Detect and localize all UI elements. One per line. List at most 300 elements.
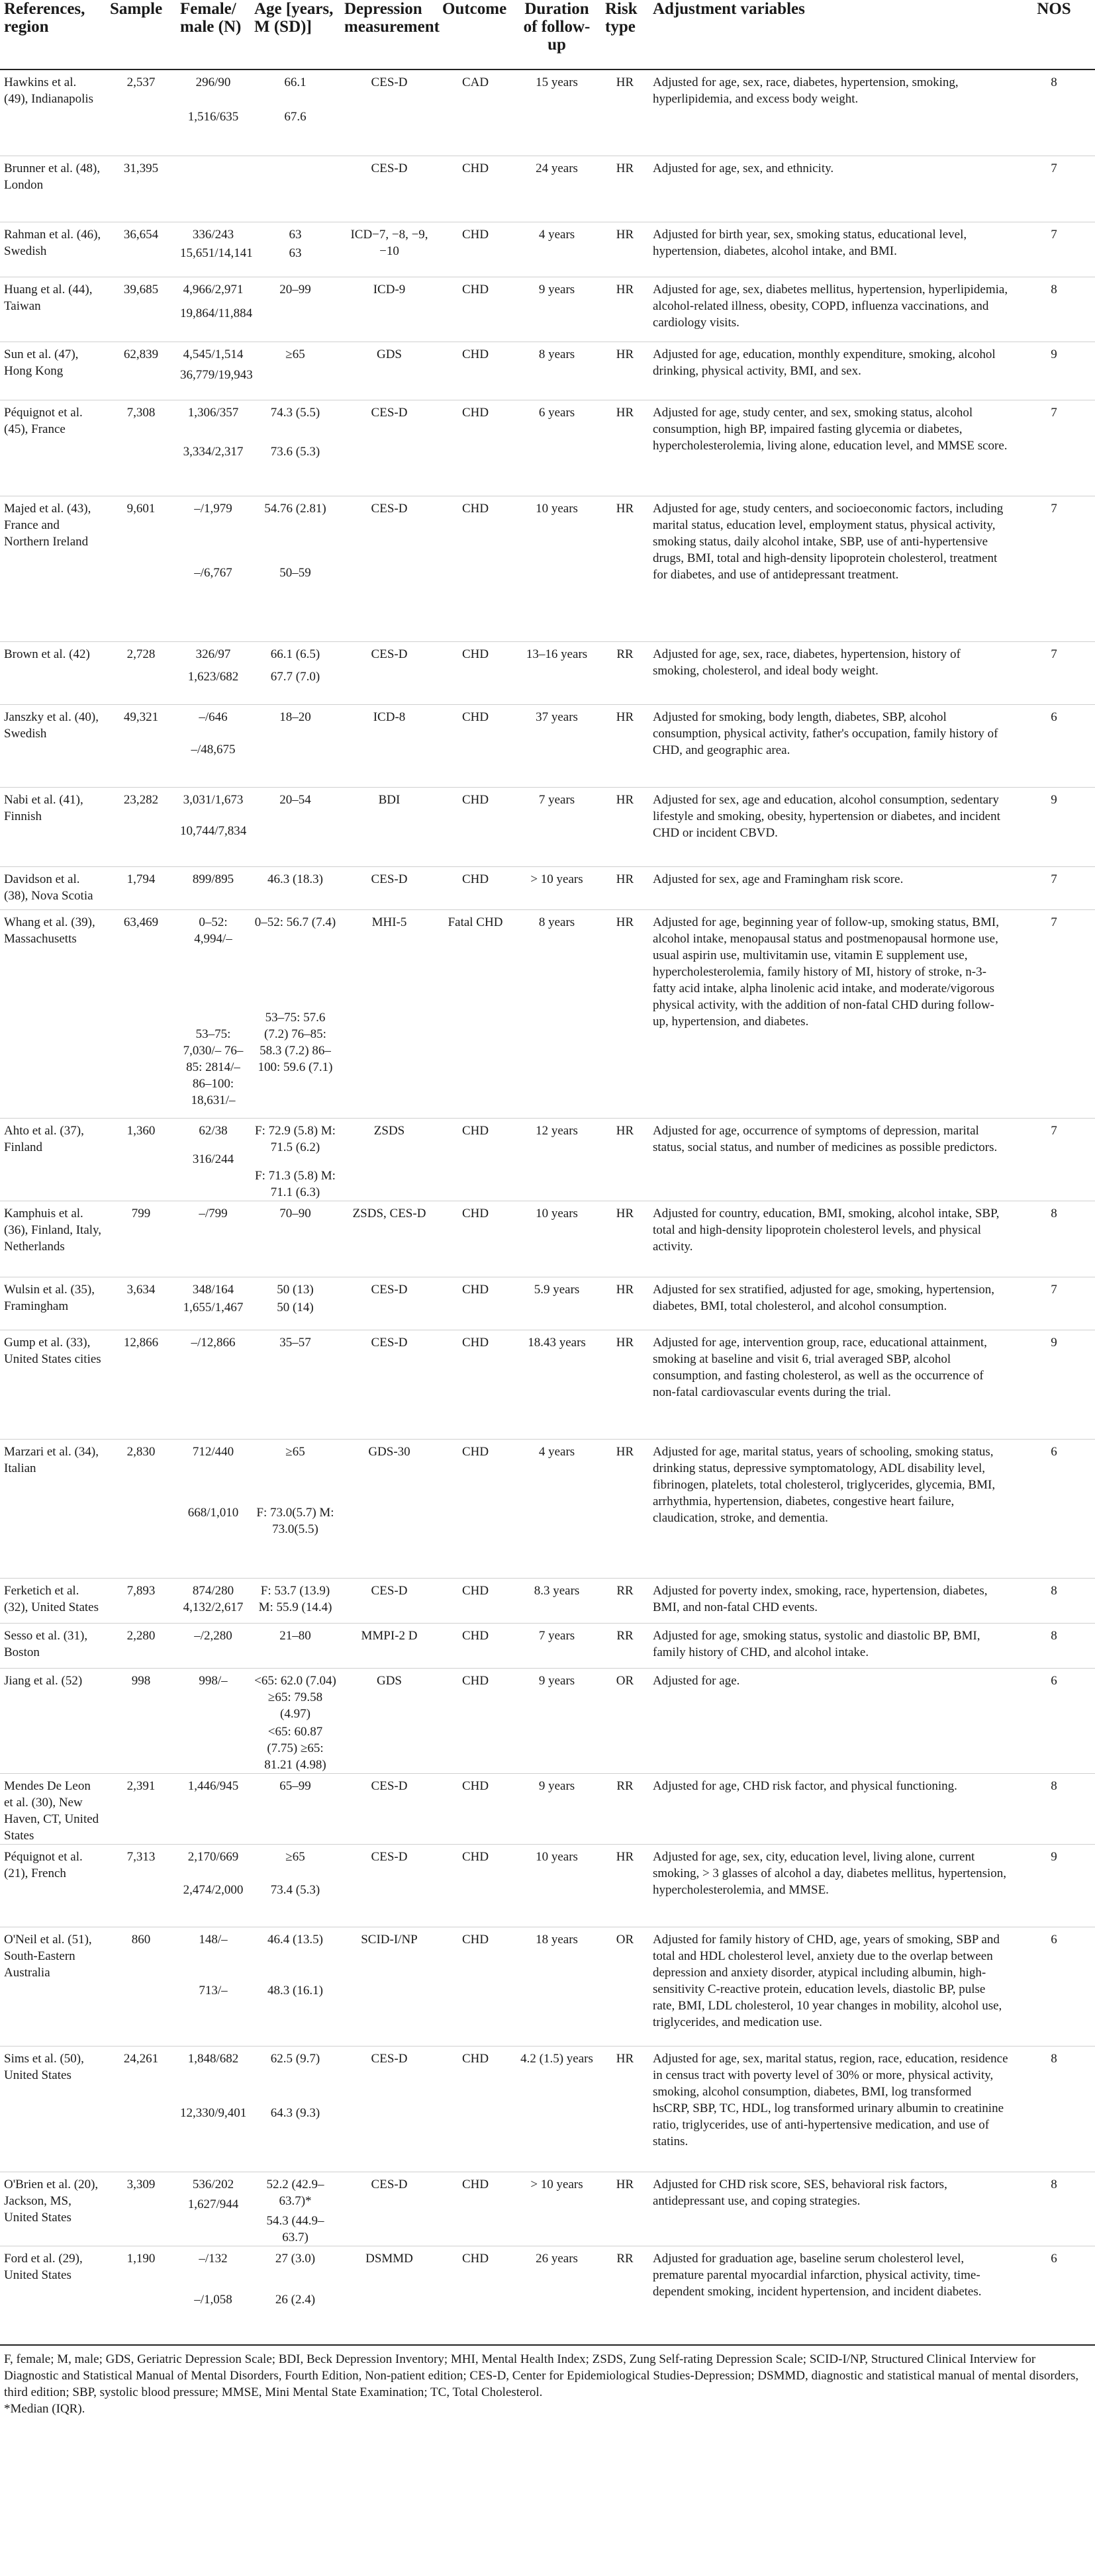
cell-duration: 10 years [536, 1207, 578, 1220]
cell-female-male-group-1: 348/164 [192, 1283, 234, 1297]
table-row [0, 496, 1095, 641]
cell-outcome: CHD [461, 1674, 489, 1688]
table-row [0, 704, 1095, 787]
cell-female-male [176, 1440, 250, 1579]
cell-reference: Janszky et al. (40), Swedish [4, 710, 99, 741]
cell-sample: 7,313 [126, 1850, 156, 1864]
cell-nos: 9 [1051, 1336, 1057, 1350]
table-row [0, 156, 1095, 222]
table-row [0, 787, 1095, 866]
cell-age-group-1: 21–80 [279, 1629, 311, 1643]
cell-female-male [176, 496, 250, 641]
cell-sample: 2,280 [126, 1629, 156, 1643]
cell-risk: RR [616, 1584, 634, 1598]
cell-duration: 4 years [538, 227, 575, 242]
cell-nos: 7 [1051, 501, 1057, 516]
cell-reference: Brown et al. (42) [4, 647, 90, 661]
cell-risk: HR [616, 1123, 634, 1138]
cell-nos: 7 [1051, 915, 1057, 929]
cell-nos: 6 [1051, 710, 1057, 724]
cell-age [250, 866, 340, 909]
cell-sample: 36,654 [123, 227, 159, 242]
cell-outcome: CHD [461, 347, 489, 361]
cell-duration: 4.2 (1.5) years [520, 2052, 593, 2066]
cell-depression: CES-D [371, 75, 408, 89]
cell-age-group-1: ≥65 [285, 1850, 305, 1864]
cell-age-group-2: 26 (2.4) [275, 2292, 316, 2307]
cell-depression: CES-D [371, 1850, 408, 1864]
cell-age-group-2: 73.6 (5.3) [270, 445, 320, 459]
cell-reference: Wulsin et al. (35), Framingham [4, 1283, 95, 1313]
cell-outcome: CHD [461, 2251, 489, 2266]
cell-female-male-group-1: 62/38 [199, 1123, 228, 1138]
table-row [0, 1845, 1095, 1927]
cell-age [250, 909, 340, 1118]
cell-adjustment: Adjusted for birth year, sex, smoking status, educational level, hypertension, diabetes, alcohol intake, and BMI. [653, 227, 967, 258]
cell-nos: 7 [1051, 872, 1057, 886]
cell-age-group-2: 63 [289, 246, 302, 260]
cell-age-group-1: ≥65 [285, 1445, 305, 1459]
cell-sample: 62,839 [123, 347, 159, 361]
cell-age [250, 2047, 340, 2172]
cell-age-group-2: F: 71.3 (5.8) M: 71.1 (6.3) [255, 1169, 336, 1199]
cell-outcome: CHD [461, 872, 489, 886]
cell-duration: 37 years [536, 710, 578, 724]
cell-adjustment: Adjusted for family history of CHD, age, years of smoking, SBP and total and HDL cholesterol level, anxiety due to the overlap between depression and anxiety disorder, atypical including albumin, high-sensitivity C-reactive protein, education levels, diastolic BP, pulse rate, BMI, LDL cholesterol, 10 year changes in mobility, alcohol use, triglycerides, and medication use. [653, 1933, 1002, 2029]
cell-duration: 4 years [538, 1445, 575, 1459]
header-risk: Risk type [605, 0, 638, 36]
cell-sample: 7,893 [126, 1584, 156, 1598]
cell-outcome: CHD [461, 1629, 489, 1643]
table-row [0, 2047, 1095, 2172]
cell-female-male [176, 1927, 250, 2047]
cell-age [250, 1624, 340, 1669]
cell-reference: Sesso et al. (31), Boston [4, 1629, 88, 1659]
cell-adjustment: Adjusted for sex stratified, adjusted for age, smoking, hypertension, diabetes, BMI, total cholesterol, and alcohol consumption. [653, 1283, 995, 1313]
header-references: References, region [4, 0, 85, 36]
cell-risk: HR [616, 282, 634, 297]
cell-outcome: CHD [461, 1283, 489, 1297]
cell-age [250, 1277, 340, 1330]
cell-age-group-1: 62.5 (9.7) [270, 2052, 320, 2066]
cell-sample: 7,308 [126, 405, 156, 420]
cell-adjustment: Adjusted for smoking, body length, diabetes, SBP, alcohol consumption, physical activity, father's occupation, family history of CHD, and geographic area. [653, 710, 998, 757]
cell-nos: 7 [1051, 161, 1057, 175]
cell-duration: 9 years [538, 282, 575, 297]
cell-female-male-group-1: 2,170/669 [187, 1850, 239, 1864]
cell-nos: 7 [1051, 647, 1057, 661]
cell-age [250, 496, 340, 641]
cell-sample: 39,685 [123, 282, 159, 297]
cell-female-male-group-1: –/646 [199, 710, 228, 724]
cell-age [250, 2246, 340, 2345]
cell-female-male [176, 909, 250, 1118]
cell-female-male [176, 342, 253, 400]
cell-sample: 1,190 [126, 2251, 156, 2266]
table-row [0, 1330, 1095, 1440]
cell-sample: 3,634 [126, 1283, 156, 1297]
table-row [0, 1201, 1095, 1277]
cell-age-group-1: F: 53.7 (13.9) M: 55.9 (14.4) [258, 1584, 332, 1614]
cell-age [250, 400, 340, 496]
cell-age-group-1: 66.1 (6.5) [270, 647, 320, 661]
cell-outcome: CHD [461, 647, 489, 661]
cell-outcome: CHD [461, 792, 489, 807]
cell-female-male [176, 1118, 250, 1201]
cell-sample: 2,728 [126, 647, 156, 661]
cell-depression: MMPI-2 D [361, 1629, 418, 1643]
cell-reference: Ahto et al. (37), Finland [4, 1123, 84, 1154]
table-row [0, 2172, 1095, 2246]
cell-age-group-2: <65: 60.87 (7.75) ≥65: 81.21 (4.98) [264, 1725, 326, 1772]
cell-female-male-group-2: 713/– [199, 1984, 228, 1998]
table-body [0, 69, 1095, 2345]
cell-sample: 2,537 [126, 75, 156, 89]
cell-sample: 24,261 [123, 2052, 159, 2066]
header-female-male: Female/ male (N) [180, 0, 242, 36]
cell-depression: CES-D [371, 161, 408, 175]
cell-female-male-group-1: 899/895 [192, 872, 234, 886]
cell-age-group-2: 48.3 (16.1) [267, 1984, 323, 1998]
cell-risk: HR [616, 405, 634, 420]
cell-sample: 2,830 [126, 1445, 156, 1459]
cell-nos: 9 [1051, 792, 1057, 807]
cell-outcome: CHD [461, 1445, 489, 1459]
cell-age-group-1: 0–52: 56.7 (7.4) [254, 915, 336, 929]
cell-female-male-group-1: 4,966/2,971 [183, 282, 244, 297]
cell-nos: 6 [1051, 1933, 1057, 1947]
cell-age [250, 1927, 340, 2047]
cell-risk: HR [616, 161, 634, 175]
cell-adjustment: Adjusted for age, study centers, and socioeconomic factors, including marital status, education level, employment status, physical activity, smoking status, daily alcohol intake, SBP, use of anti-hypertensive drugs, BMI, total and high-density lipoprotein cholesterol, treatment for diabetes, and use of antidepressant treatment. [653, 501, 1004, 582]
cell-age [250, 1440, 340, 1579]
cell-female-male-group-1: –/799 [199, 1207, 228, 1220]
cell-risk: HR [616, 1336, 634, 1350]
cell-female-male-group-2: 1,655/1,467 [183, 1301, 244, 1314]
cell-nos: 7 [1051, 405, 1057, 420]
table-row [0, 222, 1095, 277]
cell-sample: 860 [131, 1933, 151, 1947]
cell-adjustment: Adjusted for age, intervention group, race, educational attainment, smoking at baseline and visit 6, trial averaged SBP, alcohol consumption, and fasting cholesterol, as well as the occurrence of non-fatal cardiovascular events during the trial. [653, 1336, 987, 1399]
cell-female-male-group-1: 712/440 [192, 1445, 234, 1459]
cell-adjustment: Adjusted for age, marital status, years of schooling, smoking status, drinking status, depressive symptomatology, ADL disability level, fibrinogen, platelets, total cholesterol, triglycerides, glycemia, BMI, arrhythmia, hypertension, diabetes, congestive heart failure, claudication, stroke, and dementia. [653, 1445, 996, 1525]
cell-sample: 49,321 [123, 710, 159, 724]
cell-female-male-group-2: 668/1,010 [187, 1506, 239, 1520]
cell-female-male [176, 1845, 250, 1927]
cell-depression: CES-D [371, 2178, 408, 2191]
cell-reference: Kamphuis et al. (36), Finland, Italy, Netherlands [4, 1207, 102, 1254]
cell-female-male-group-2: 4,132/2,617 [183, 1600, 244, 1614]
cell-age-group-1: F: 72.9 (5.8) M: 71.5 (6.2) [255, 1123, 336, 1154]
cell-female-male-group-1: –/12,866 [191, 1336, 236, 1350]
cell-duration: 10 years [536, 501, 578, 516]
cell-nos: 8 [1051, 282, 1057, 297]
cell-duration: 26 years [536, 2251, 578, 2266]
cell-adjustment: Adjusted for age, sex, diabetes mellitus, hypertension, hyperlipidemia, alcohol-related illness, obesity, COPD, influenza vaccinations, and cardiology visits. [653, 282, 1008, 330]
cell-adjustment: Adjusted for age, sex, race, diabetes, hypertension, smoking, hyperlipidemia, and excess body weight. [653, 75, 959, 106]
cell-duration: 9 years [538, 1674, 575, 1688]
header-age: Age [years, M (SD)] [254, 0, 334, 36]
cell-female-male-group-1: 148/– [199, 1933, 228, 1947]
cell-risk: RR [616, 1629, 634, 1643]
cell-age [250, 1330, 340, 1440]
cell-reference: Majed et al. (43), France and Northern Ireland [4, 501, 91, 549]
cell-sample: 998 [131, 1674, 151, 1688]
cell-age-group-1: 50 (13) [277, 1283, 314, 1297]
cell-adjustment: Adjusted for age, beginning year of follow-up, smoking status, BMI, alcohol intake, menopausal status and postmenopausal hormone use, usual aspirin use, multivitamin use, vitamin E supplement use, hypercholesterolemia, family history of MI, history of stroke, n-3-fatty acid intake, alpha linolenic acid intake, and moderate/vigorous physical activity, with the addition of non-fatal CHD during follow-up, hypertension, and diabetes. [653, 915, 999, 1029]
cell-female-male [176, 1669, 250, 1774]
cell-female-male-group-2: –/6,767 [194, 565, 232, 580]
cell-sample: 2,391 [126, 1779, 156, 1793]
cell-duration: 8.3 years [534, 1584, 580, 1598]
cell-age-group-1: ≥65 [285, 347, 305, 361]
cell-reference: Sims et al. (50), United States [4, 2052, 84, 2082]
cell-outcome: CHD [461, 1123, 489, 1138]
cell-age-group-2: F: 73.0(5.7) M: 73.0(5.5) [256, 1506, 334, 1536]
cell-age [250, 1845, 340, 1927]
cell-age [250, 1579, 340, 1624]
table-row [0, 400, 1095, 496]
cell-female-male-group-2: 53–75: 7,030/– 76–85: 2814/– 86–100: 18,631/– [183, 1027, 244, 1107]
cell-female-male-group-2: –/1,058 [194, 2292, 232, 2307]
cell-age-group-1: 46.3 (18.3) [267, 872, 323, 886]
cell-outcome: CHD [461, 2178, 489, 2191]
cell-depression: CES-D [371, 2052, 408, 2066]
cell-adjustment: Adjusted for age, sex, and ethnicity. [653, 161, 834, 175]
cell-female-male [176, 1624, 250, 1669]
cell-duration: 8 years [538, 347, 575, 361]
cell-sample: 799 [131, 1207, 151, 1220]
cell-age-group-2: 64.3 (9.3) [270, 2106, 320, 2120]
cell-adjustment: Adjusted for country, education, BMI, smoking, alcohol intake, SBP, total and high-density lipoprotein cholesterol levels, and physical activity. [653, 1207, 1000, 1254]
cell-risk: HR [616, 227, 634, 242]
cell-reference: Davidson et al. (38), Nova Scotia [4, 872, 93, 903]
cell-reference: Huang et al. (44), Taiwan [4, 282, 93, 313]
cell-age-group-1: 18–20 [279, 710, 311, 724]
cell-outcome: CHD [461, 1584, 489, 1598]
cell-age-group-1: 52.2 (42.9–63.7)* [266, 2178, 324, 2208]
cell-adjustment: Adjusted for graduation age, baseline serum cholesterol level, premature parental myocardial infarction, physical activity, time-dependent smoking, incident hypertension, and incident diabetes. [653, 2251, 982, 2299]
cell-female-male [176, 1330, 250, 1440]
cell-depression: CES-D [371, 1283, 408, 1297]
cell-depression: ICD-9 [373, 282, 406, 297]
cell-risk: HR [616, 347, 634, 361]
cell-nos: 8 [1051, 75, 1057, 89]
cell-depression: ZSDS, CES-D [352, 1207, 426, 1220]
cell-female-male-group-2: 1,623/682 [187, 670, 239, 684]
cell-age-group-1: 35–57 [279, 1336, 311, 1350]
cell-outcome: CHD [461, 710, 489, 724]
cell-adjustment: Adjusted for age, sex, marital status, region, race, education, residence in census tract with poverty level of 30% or more, physical activity, smoking, alcohol consumption, diabetes, BMI, log transformed hsCRP, SBP, TC, HDL, log transformed urinary albumin to creatinine ratio, triglycerides, use of anti-hypertensive medication, and use of statins. [653, 2052, 1008, 2148]
cell-female-male [176, 787, 250, 866]
table-row [0, 1774, 1095, 1845]
cell-female-male-group-2: 36,779/19,943 [180, 367, 253, 382]
cell-reference: Ferketich et al. (32), United States [4, 1584, 99, 1614]
cell-female-male-group-1: 874/280 [192, 1584, 234, 1598]
cell-reference: Mendes De Leon et al. (30), New Haven, CT, United States [4, 1779, 99, 1843]
header-sample: Sample [110, 0, 163, 18]
cell-duration: > 10 years [530, 2178, 583, 2191]
cell-age [250, 222, 340, 277]
cell-nos: 9 [1051, 347, 1057, 361]
cell-female-male [176, 277, 253, 342]
cell-age [250, 277, 340, 342]
header-nos: NOS [1037, 0, 1071, 18]
cell-depression: CES-D [371, 647, 408, 661]
cell-female-male-group-2: 2,474/2,000 [183, 1882, 244, 1897]
cell-adjustment: Adjusted for age, smoking status, systolic and diastolic BP, BMI, family history of CHD, and alcohol intake. [653, 1629, 980, 1659]
cell-female-male [176, 400, 250, 496]
cell-duration: 18 years [536, 1933, 578, 1947]
cell-risk: RR [616, 647, 634, 661]
cell-reference: Gump et al. (33), United States cities [4, 1336, 101, 1366]
table-row [0, 641, 1095, 704]
cell-age [250, 342, 340, 400]
footnote-abbreviations: F, female; M, male; GDS, Geriatric Depression Scale; BDI, Beck Depression Inventory; MHI, Mental Health Index; ZSDS, Zung Self-rating Depression Scale; SCID-I/NP, Structured Clinical Interview for Diagnostic and Statistical Manual of Mental Disorders, Fourth Edition, Non-patient edition; CES-D, Center for Epidemiological Studies-Depression; DSMMD, diagnostic and statistical manual of mental disorders, third edition; SBP, systolic blood pressure; MMSE, Mini Mental State Examination; TC, Total Cholesterol. [4, 2352, 1079, 2399]
cell-female-male-group-1: 536/202 [192, 2178, 234, 2191]
cell-female-male-group-1: 3,031/1,673 [183, 792, 244, 807]
table-row [0, 909, 1095, 1118]
cell-sample: 12,866 [123, 1336, 159, 1350]
cell-female-male [176, 641, 250, 704]
header-adjustment: Adjustment variables [653, 0, 805, 18]
cell-nos: 6 [1051, 1674, 1057, 1688]
table-row [0, 69, 1095, 156]
cell-risk: HR [616, 872, 634, 886]
cell-sample: 31,395 [123, 161, 159, 175]
cell-adjustment: Adjusted for age, study center, and sex, smoking status, alcohol consumption, high BP, impaired fasting glycemia or diabetes, hypercholesterolemia, living alone, education level, and MMSE score. [653, 405, 1008, 453]
cell-female-male-group-1: 4,545/1,514 [183, 347, 244, 361]
cell-female-male [176, 1774, 250, 1845]
cell-reference: Whang et al. (39), Massachusetts [4, 915, 95, 946]
cell-nos: 6 [1051, 1445, 1057, 1459]
cell-age-group-1: 63 [289, 227, 302, 242]
cell-nos: 8 [1051, 2178, 1057, 2191]
cell-female-male-group-1: 1,446/945 [187, 1779, 239, 1793]
cell-reference: Jiang et al. (52) [4, 1674, 83, 1688]
header-outcome: Outcome [442, 0, 507, 18]
cell-adjustment: Adjusted for CHD risk score, SES, behavioral risk factors, antidepressant use, and coping strategies. [653, 2178, 947, 2208]
cell-duration: 7 years [538, 1629, 575, 1643]
cell-nos: 8 [1051, 1584, 1057, 1598]
cell-age-group-1: 20–54 [279, 792, 311, 807]
cell-age-group-2: 54.3 (44.9–63.7) [266, 2213, 324, 2244]
cell-depression: GDS [376, 1674, 402, 1688]
cell-female-male-group-1: 1,848/682 [187, 2052, 239, 2066]
cell-adjustment: Adjusted for age, occurrence of symptoms of depression, marital status, social status, and number of medicines as possible predictors. [653, 1123, 998, 1154]
cell-age-group-2: 50 (14) [277, 1301, 314, 1314]
cell-female-male-group-2: –/48,675 [191, 743, 236, 757]
table-row [0, 866, 1095, 909]
cell-age-group-2: 67.7 (7.0) [270, 670, 320, 684]
cell-sample: 63,469 [123, 915, 159, 929]
cell-age [250, 156, 340, 222]
cell-depression: CES-D [371, 872, 408, 886]
cell-female-male-group-2: 19,864/11,884 [180, 306, 253, 320]
cell-female-male-group-1: –/1,979 [194, 501, 232, 516]
cell-age-group-1: 74.3 (5.5) [270, 405, 320, 420]
cell-age-group-1: <65: 62.0 (7.04) ≥65: 79.58 (4.97) [254, 1674, 336, 1721]
cell-depression: CES-D [371, 501, 408, 516]
cell-age-group-1: 66.1 [284, 75, 307, 89]
cell-female-male [176, 1277, 250, 1330]
cell-age [250, 69, 340, 156]
cell-outcome: CHD [461, 1336, 489, 1350]
cell-age [250, 641, 340, 704]
table-row [0, 1277, 1095, 1330]
cell-duration: 15 years [536, 75, 578, 89]
cell-nos: 7 [1051, 227, 1057, 242]
cell-sample: 1,360 [126, 1123, 156, 1138]
cell-female-male [176, 2246, 250, 2345]
cell-risk: HR [616, 501, 634, 516]
cell-reference: Marzari et al. (34), Italian [4, 1445, 99, 1475]
cell-duration: 10 years [536, 1850, 578, 1864]
cell-female-male [176, 866, 250, 909]
cell-nos: 8 [1051, 1207, 1057, 1220]
cell-reference: Ford et al. (29), United States [4, 2251, 83, 2282]
cell-risk: OR [616, 1674, 634, 1688]
cell-female-male-group-1: 336/243 [192, 227, 234, 242]
table-header-row [0, 0, 1095, 69]
cell-risk: RR [616, 1779, 634, 1793]
cell-depression: ICD-8 [373, 710, 406, 724]
cell-female-male [176, 2172, 250, 2246]
cell-duration: 24 years [536, 161, 578, 175]
cell-female-male [176, 1201, 250, 1277]
cell-outcome: Fatal CHD [448, 915, 503, 929]
cell-age [250, 704, 340, 787]
cell-depression: GDS [376, 347, 402, 361]
cell-age-group-2: 53–75: 57.6 (7.2) 76–85: 58.3 (7.2) 86–100: 59.6 (7.1) [258, 1011, 333, 1074]
cell-nos: 7 [1051, 1123, 1057, 1138]
cell-age-group-1: 70–90 [279, 1207, 311, 1220]
cell-nos: 7 [1051, 1283, 1057, 1297]
cell-depression: SCID-I/NP [361, 1933, 418, 1947]
cell-depression: BDI [378, 792, 401, 807]
cell-adjustment: Adjusted for age, sex, city, education level, living alone, current smoking, > 3 glasses of alcohol a day, diabetes mellitus, hypertension, hypercholesterolemia, and MMSE. [653, 1850, 1006, 1897]
cell-nos: 6 [1051, 2251, 1057, 2266]
cell-reference: Nabi et al. (41), Finnish [4, 792, 83, 823]
cell-reference: O'Neil et al. (51), South-Eastern Australia [4, 1933, 92, 1980]
cell-reference: O'Brien et al. (20), Jackson, MS, United States [4, 2178, 99, 2225]
cell-depression: CES-D [371, 1779, 408, 1793]
cell-female-male [176, 2047, 250, 2172]
cell-female-male-group-1: 326/97 [195, 647, 231, 661]
cell-age-group-1: 46.4 (13.5) [267, 1933, 323, 1947]
cell-female-male-group-2: 1,516/635 [187, 110, 239, 124]
table-row [0, 277, 1095, 342]
cell-female-male-group-1: –/132 [199, 2251, 228, 2266]
cell-risk: HR [616, 1445, 634, 1459]
cell-duration: 7 years [538, 792, 575, 807]
cell-outcome: CHD [461, 282, 489, 297]
cell-adjustment: Adjusted for age, CHD risk factor, and physical functioning. [653, 1779, 957, 1793]
cell-outcome: CAD [461, 75, 489, 89]
cell-duration: 18.43 years [528, 1336, 586, 1350]
cell-outcome: CHD [461, 1207, 489, 1220]
cell-duration: 9 years [538, 1779, 575, 1793]
cell-outcome: CHD [461, 1779, 489, 1793]
cell-adjustment: Adjusted for age. [653, 1674, 740, 1688]
cell-age [250, 1669, 340, 1774]
cell-nos: 9 [1051, 1850, 1057, 1864]
cell-age [250, 2172, 340, 2246]
footnote-median: *Median (IQR). [4, 2402, 85, 2416]
cell-reference: Sun et al. (47), Hong Kong [4, 347, 79, 378]
cell-duration: 12 years [536, 1123, 578, 1138]
cell-risk: HR [616, 2052, 634, 2066]
